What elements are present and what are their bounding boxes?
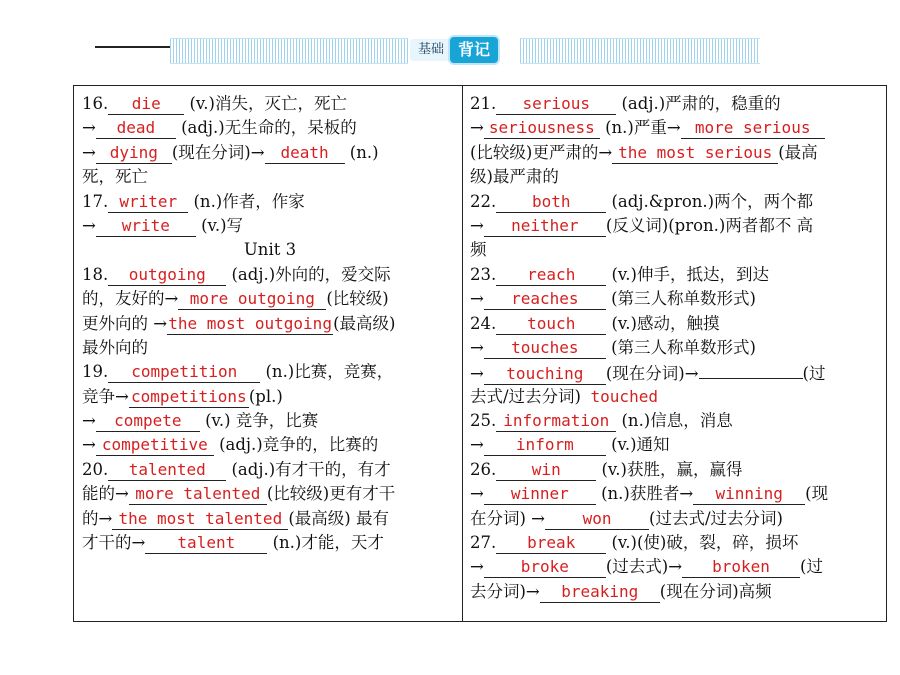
list-item: 死，死亡 [82,167,148,187]
answer-blank: more talented [129,486,267,505]
list-item: → touches (第三人称单数形式) [470,337,756,357]
list-item: 才干的→ talent (n.)才能，天才 [82,533,384,553]
answer-blank: winning [693,486,805,505]
list-item: 22. both (adj.&pron.)两个，两个都 [470,191,814,211]
list-item: 级)最严肃的 [470,167,559,187]
unit-heading: Unit 3 [243,240,297,260]
list-item: 在分词) → won (过去式/过去分词) [470,508,783,528]
answer-blank: die [108,96,184,115]
answer-blank: broke [484,559,606,578]
answer-blank: outgoing [108,267,226,286]
list-item: 23. reach (v.)伸手，抵达，到达 [470,264,769,284]
right-column [470,92,876,604]
list-item: 去分词)→ breaking (现在分词)高频 [470,581,772,601]
answer-blank: broken [682,559,800,578]
vocabulary-table [73,85,887,622]
answer-blank [699,360,803,379]
list-item: 18. outgoing (adj.)外向的，爱交际 [82,264,391,284]
list-item: → winner (n.)获胜者→ winning (现 [470,484,829,504]
list-item: 17. writer (n.)作者，作家 [82,191,305,211]
list-item: → reaches (第三人称单数形式) [470,289,756,309]
list-item: → competitive (adj.)竞争的，比赛的 [82,435,379,455]
list-item: (比较级)更严肃的→ the most serious (最高 [470,142,818,162]
header-rule [95,46,170,48]
list-item: → neither (反义词)(pron.)两者都不 高 [470,215,814,235]
list-item: → dying (现在分词)→ death (n.) [82,142,379,162]
answer-blank: both [496,194,606,213]
answer-blank: winner [484,486,596,505]
list-item: 25. information (n.)信息，消息 [470,411,733,431]
answer-blank: write [96,218,196,237]
answer-blank: death [265,145,345,164]
list-item: 最外向的 [82,337,148,357]
answer-blank: touches [484,340,606,359]
answer-blank: touching [484,366,606,385]
answer-blank: talented [108,462,226,481]
answer-blank: compete [96,413,200,432]
left-column [82,92,458,555]
list-item: → broke (过去式)→ broken (过 [470,557,823,577]
answer-blank: writer [108,194,188,213]
answer-blank: the most talented [112,511,288,530]
header-stripe-left [170,38,408,64]
list-item: 的→ the most talented (最高级) 最有 [82,508,389,528]
answer-blank: more outgoing [178,291,326,310]
section-badge [410,36,498,64]
answer-blank: competitions [129,389,249,408]
answer-text: touched [590,386,658,406]
list-item: 频 [470,240,487,260]
list-item: 19. competition (n.)比赛，竞赛， [82,362,394,382]
list-item: 能的→ more talented (比较级)更有才干 [82,484,396,504]
list-item: → touching (现在分词)→ (过 [470,360,876,384]
answer-blank: neither [484,218,606,237]
answer-blank: seriousness [484,120,600,139]
answer-blank: competitive [96,437,214,456]
list-item: → inform (v.)通知 [470,435,670,455]
answer-blank: the most serious [612,145,778,164]
answer-blank: serious [496,96,616,115]
list-item: → compete (v.) 竞争，比赛 [82,411,319,431]
section-title: 背记 [450,37,498,63]
list-item: 26. win (v.)获胜，赢，赢得 [470,459,743,479]
list-item: 24. touch (v.)感动，触摸 [470,313,720,333]
list-item: 更外向的 →the most outgoing(最高级) [82,313,396,333]
list-item: 竞争→ competitions (pl.) [82,386,283,406]
list-item: 的，友好的→ more outgoing (比较级) [82,289,389,309]
answer-blank: more serious [681,120,825,139]
list-item: 20. talented (adj.)有才干的，有才 [82,459,391,479]
answer-blank: break [496,535,606,554]
answer-blank: touch [496,316,606,335]
answer-blank: dead [96,120,176,139]
list-item: 27. break (v.)(使)破，裂，碎，损坏 [470,533,799,553]
list-item: 去式/过去分词) touched [470,385,876,409]
answer-blank: information [496,413,616,432]
answer-blank: won [545,511,649,530]
header-stripe-right [520,38,760,64]
answer-blank: win [496,462,596,481]
answer-blank: inform [484,437,606,456]
answer-blank: breaking [540,584,660,603]
list-item: → seriousness (n.)严重→ more serious [470,116,876,140]
list-item: → write (v.)写 [82,215,244,235]
list-item: 16. die (v.)消失，灭亡，死亡 [82,94,347,113]
answer-blank: reaches [484,291,606,310]
list-item: → dead (adj.)无生命的，呆板的 [82,118,357,138]
section-label: 基础 [410,39,450,61]
answer-blank: dying [96,145,172,164]
answer-blank: the most outgoing [168,313,332,333]
list-item: 21. serious (adj.)严肃的，稳重的 [470,94,781,113]
column-divider [462,86,463,621]
answer-blank: reach [496,267,606,286]
answer-blank: talent [145,535,267,554]
answer-blank: competition [108,364,260,383]
